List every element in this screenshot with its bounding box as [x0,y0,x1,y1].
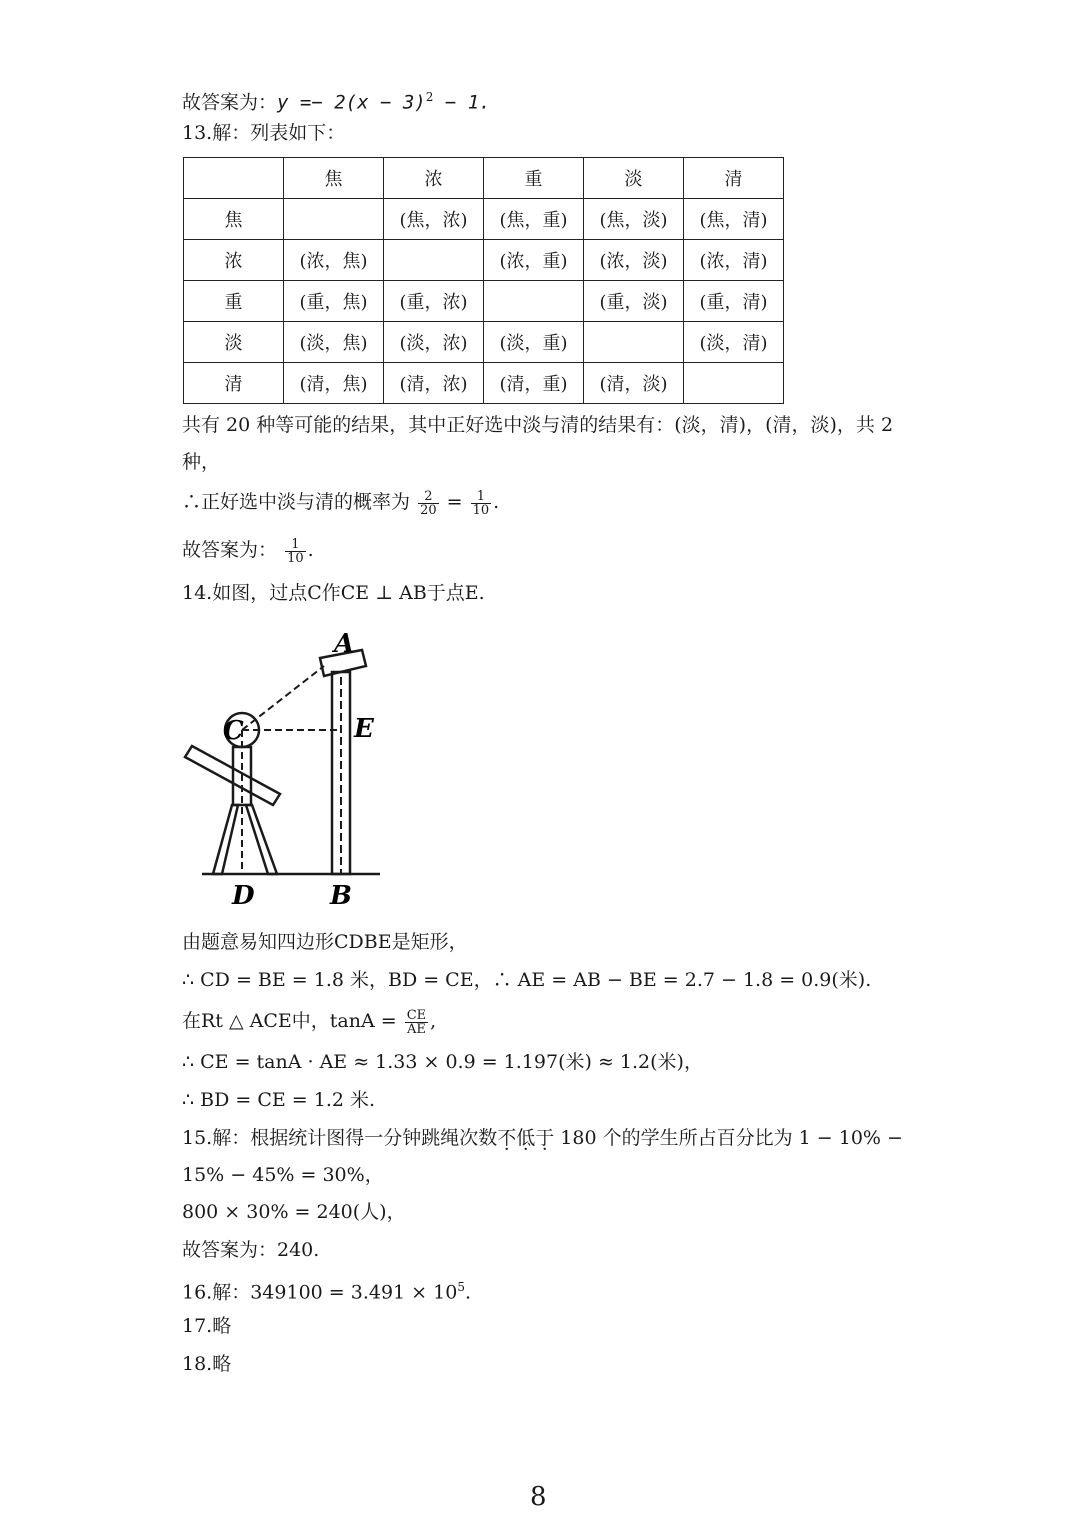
geometry-figure [180,622,390,912]
q14-heading: 14.如图，过点C作CE ⊥ AB于点E. [182,582,485,604]
table-cell: (淡，焦) [284,322,384,363]
q16-line: 16.解：$349100 = 3.491 \times 10^5$. [182,1280,472,1304]
table-cell: 焦 [184,199,284,240]
table-cell: (浓，清) [684,240,784,281]
q17-line: 17.略 [182,1315,232,1337]
table-cell: (淡，浓) [384,322,484,363]
table-cell: (重，淡) [584,281,684,322]
q13-text-2: 种， [182,451,221,473]
fraction: $\frac{1}{10}$ [472,488,490,518]
label-b: B [330,881,352,911]
table-cell [284,199,384,240]
table-cell: 重 [484,158,584,199]
page-number: 8 [530,1482,547,1512]
table-cell: 淡 [584,158,684,199]
q15-line-3: 800 × 30% = 240(人)， [182,1201,406,1223]
table-cell [484,281,584,322]
table-cell: 清 [184,363,284,404]
q14-line-5: ∴ BD = CE = 1.2 米. [182,1089,376,1111]
table-cell: (浓，淡) [584,240,684,281]
table-row [184,363,784,404]
table-cell: (重，焦) [284,281,384,322]
label-e: E [354,714,374,744]
table-cell: (淡，清) [684,322,784,363]
table-cell: (焦，清) [684,199,784,240]
label-c: C [223,716,244,746]
table-cell: (重，清) [684,281,784,322]
table-cell [584,322,684,363]
q13-text-1: 共有 20 种等可能的结果，其中正好选中淡与清的结果有：(淡，清)，(清，淡)，共 2 [182,414,894,436]
q13-probability: ∴正好选中淡与清的概率为 $\frac{2}{20}$ = $\frac{1}{10}$ . [182,488,500,518]
table-cell: (浓，焦) [284,240,384,281]
label-d: D [232,881,255,911]
table-cell: (焦，重) [484,199,584,240]
right-leg [246,805,277,874]
q14-line-1: 由题意易知四边形CDBE是矩形， [182,931,468,953]
q15-line-1: 15.解：根据统计图得一分钟跳绳次数不低于 180 个的学生所占百分比为 1 − 10% − [182,1127,903,1149]
table-cell: (清，浓) [384,363,484,404]
table-cell: (浓，重) [484,240,584,281]
q14-line-3: 在Rt △ ACE中，tanA = $\frac{CE}{AE}$ , [182,1007,437,1037]
q13-answer: 故答案为： $\frac{1}{10}$ . [182,536,314,566]
table-cell: 浓 [184,240,284,281]
table-cell: (清，焦) [284,363,384,404]
fraction: $\frac{1}{10}$ [287,536,304,566]
label-a: A [334,629,355,659]
q18-line: 18.略 [182,1353,232,1375]
table-cell [384,240,484,281]
answer-line-12: 故答案为：$y =- 2(x - 3)^2 - 1$. [182,90,491,114]
q15-answer: 故答案为：240. [182,1239,320,1261]
table-header-row [184,158,784,199]
table-cell: 淡 [184,322,284,363]
ca-dashed-line [242,666,324,730]
left-leg [213,805,238,874]
fraction: $\frac{CE}{AE}$ [406,1007,427,1037]
table-row [184,240,784,281]
table-cell: 清 [684,158,784,199]
table-cell: (淡，重) [484,322,584,363]
q14-line-2: ∴ CD = BE = 1.8 米，BD = CE，∴ AE = AB − BE = 2.7 − 1.8 = 0.9(米). [182,969,872,991]
table-row [184,322,784,363]
fraction: $\frac{2}{20}$ [420,488,437,518]
table-cell [684,363,784,404]
table-cell: 焦 [284,158,384,199]
q15-line-2: 15% − 45% = 30%， [182,1164,384,1186]
table-cell [184,158,284,199]
table-cell: (焦，浓) [384,199,484,240]
table-cell: (重，浓) [384,281,484,322]
outcome-table [183,157,784,404]
table-cell: (清，淡) [584,363,684,404]
table-row [184,281,784,322]
q14-line-4: ∴ CE = tanA · AE ≈ 1.33 × 0.9 = 1.197(米) ≈ 1.2(米)， [182,1051,703,1073]
q13-heading: 13.解：列表如下： [182,122,346,144]
table-cell: 重 [184,281,284,322]
table-cell: (焦，淡) [584,199,684,240]
table-cell: 浓 [384,158,484,199]
table-row [184,199,784,240]
table-cell: (清，重) [484,363,584,404]
